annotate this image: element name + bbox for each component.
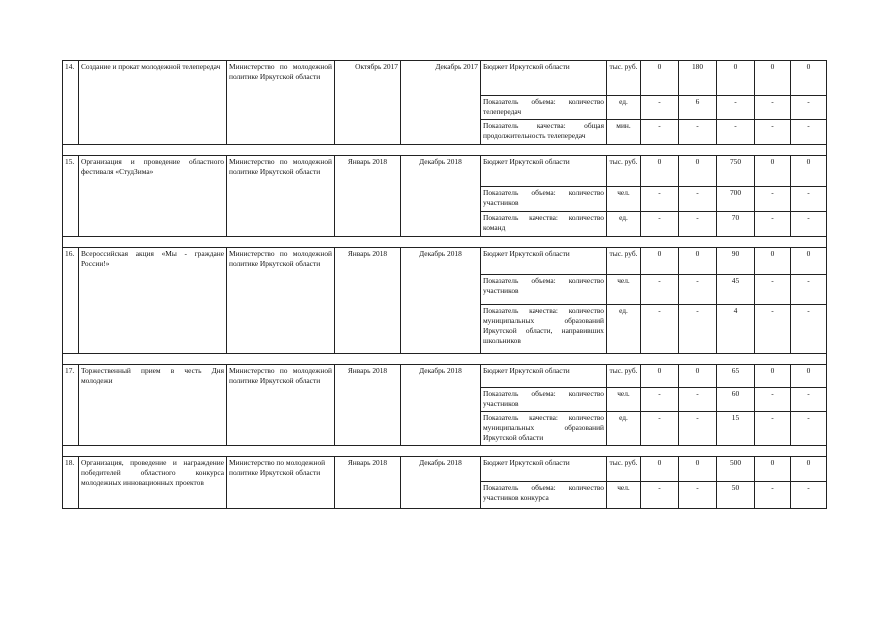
- value: -: [641, 412, 679, 446]
- value: 0: [717, 61, 755, 96]
- value: -: [755, 482, 791, 509]
- value: 0: [791, 61, 827, 96]
- spacer-row: [63, 354, 827, 365]
- value: -: [641, 305, 679, 354]
- value: 0: [679, 156, 717, 187]
- value: -: [755, 187, 791, 212]
- spacer-cell: [63, 237, 827, 248]
- value: -: [679, 187, 717, 212]
- activity-name: Организация и проведение областного фестиваля «СтудЗима»: [79, 156, 227, 237]
- indicator: Показатель объема: количество участников конкурса: [481, 482, 607, 509]
- end-date: Декабрь 2018: [401, 248, 481, 354]
- value: 0: [679, 248, 717, 275]
- unit: тыс. руб.: [607, 457, 641, 482]
- value: -: [755, 120, 791, 145]
- row-number: 14.: [63, 61, 79, 145]
- value: -: [755, 305, 791, 354]
- value: 45: [717, 275, 755, 305]
- table-row: [63, 61, 827, 96]
- value: -: [679, 212, 717, 237]
- table-row: [63, 365, 827, 388]
- row-number: 18.: [63, 457, 79, 509]
- table-row: [63, 457, 827, 482]
- indicator: Бюджет Иркутской области: [481, 248, 607, 275]
- unit: тыс. руб.: [607, 156, 641, 187]
- value: 50: [717, 482, 755, 509]
- unit: ед.: [607, 412, 641, 446]
- unit: чел.: [607, 482, 641, 509]
- value: 0: [679, 457, 717, 482]
- value: -: [679, 412, 717, 446]
- indicator: Показатель объема: количество телепередач: [481, 96, 607, 120]
- value: -: [791, 305, 827, 354]
- start-date: Январь 2018: [335, 156, 401, 237]
- value: 70: [717, 212, 755, 237]
- value: 0: [641, 457, 679, 482]
- value: -: [641, 96, 679, 120]
- unit: ед.: [607, 305, 641, 354]
- indicator: Бюджет Иркутской области: [481, 457, 607, 482]
- activity-name: Организация, проведение и награждение победителей областного конкурса молодежных инновационных проектов: [79, 457, 227, 509]
- row-number: 17.: [63, 365, 79, 446]
- indicator: Показатель объема: количество участников: [481, 388, 607, 412]
- indicator: Показатель объема: количество участников: [481, 275, 607, 305]
- end-date: Декабрь 2017: [401, 61, 481, 145]
- value: -: [791, 187, 827, 212]
- responsible-org: Министерство по молодежной политике Иркутской области: [227, 457, 335, 509]
- end-date: Декабрь 2018: [401, 365, 481, 446]
- responsible-org: Министерство по молодежной политике Иркутской области: [227, 365, 335, 446]
- value: 0: [755, 248, 791, 275]
- value: -: [791, 212, 827, 237]
- unit: ед.: [607, 96, 641, 120]
- value: 15: [717, 412, 755, 446]
- activity-name: Всероссийская акция «Мы - граждане России!»: [79, 248, 227, 354]
- row-number: 16.: [63, 248, 79, 354]
- value: 0: [641, 156, 679, 187]
- start-date: Октябрь 2017: [335, 61, 401, 145]
- row-number: 15.: [63, 156, 79, 237]
- indicator: Показатель качества: количество муниципальных образований Иркутской области, направивших школьников: [481, 305, 607, 354]
- value: 0: [641, 61, 679, 96]
- value: -: [641, 187, 679, 212]
- unit: чел.: [607, 388, 641, 412]
- value: 65: [717, 365, 755, 388]
- value: -: [679, 388, 717, 412]
- value: -: [755, 412, 791, 446]
- spacer-row: [63, 145, 827, 156]
- responsible-org: Министерство по молодежной политике Иркутской области: [227, 248, 335, 354]
- indicator: Бюджет Иркутской области: [481, 61, 607, 96]
- spacer-row: [63, 446, 827, 457]
- activity-name: Торжественный прием в честь Дня молодежи: [79, 365, 227, 446]
- value: -: [641, 120, 679, 145]
- indicator: Показатель качества: общая продолжительность телепередач: [481, 120, 607, 145]
- value: -: [679, 482, 717, 509]
- indicator: Бюджет Иркутской области: [481, 156, 607, 187]
- value: -: [755, 96, 791, 120]
- value: -: [791, 388, 827, 412]
- value: 500: [717, 457, 755, 482]
- value: 0: [755, 61, 791, 96]
- value: 0: [791, 457, 827, 482]
- activity-name: Создание и прокат молодежной телепередач: [79, 61, 227, 145]
- unit: тыс. руб.: [607, 365, 641, 388]
- value: -: [791, 482, 827, 509]
- end-date: Декабрь 2018: [401, 156, 481, 237]
- spacer-cell: [63, 145, 827, 156]
- indicator: Показатель качества: количество муниципальных образований Иркутской области: [481, 412, 607, 446]
- responsible-org: Министерство по молодежной политике Иркутской области: [227, 156, 335, 237]
- value: -: [641, 388, 679, 412]
- unit: мин.: [607, 120, 641, 145]
- start-date: Январь 2018: [335, 248, 401, 354]
- value: -: [679, 305, 717, 354]
- spacer-cell: [63, 354, 827, 365]
- value: 0: [641, 365, 679, 388]
- value: 0: [791, 365, 827, 388]
- value: -: [755, 388, 791, 412]
- value: 90: [717, 248, 755, 275]
- value: -: [791, 275, 827, 305]
- value: -: [641, 212, 679, 237]
- indicator: Показатель объема: количество участников: [481, 187, 607, 212]
- unit: тыс. руб.: [607, 61, 641, 96]
- indicator: Показатель качества: количество команд: [481, 212, 607, 237]
- unit: чел.: [607, 275, 641, 305]
- start-date: Январь 2018: [335, 457, 401, 509]
- value: -: [679, 275, 717, 305]
- value: -: [641, 275, 679, 305]
- value: -: [717, 96, 755, 120]
- value: 0: [679, 365, 717, 388]
- value: 60: [717, 388, 755, 412]
- value: 0: [791, 248, 827, 275]
- value: 180: [679, 61, 717, 96]
- value: -: [717, 120, 755, 145]
- program-activities-table: [62, 60, 827, 509]
- responsible-org: Министерство по молодежной политике Иркутской области: [227, 61, 335, 145]
- value: 0: [791, 156, 827, 187]
- start-date: Январь 2018: [335, 365, 401, 446]
- value: 0: [641, 248, 679, 275]
- value: -: [755, 275, 791, 305]
- value: -: [791, 120, 827, 145]
- value: 6: [679, 96, 717, 120]
- unit: тыс. руб.: [607, 248, 641, 275]
- value: 0: [755, 457, 791, 482]
- value: -: [791, 412, 827, 446]
- value: -: [791, 96, 827, 120]
- value: 0: [755, 365, 791, 388]
- value: 750: [717, 156, 755, 187]
- end-date: Декабрь 2018: [401, 457, 481, 509]
- unit: чел.: [607, 187, 641, 212]
- value: -: [679, 120, 717, 145]
- value: 0: [755, 156, 791, 187]
- table-row: [63, 248, 827, 275]
- value: -: [755, 212, 791, 237]
- spacer-row: [63, 237, 827, 248]
- unit: ед.: [607, 212, 641, 237]
- table-row: [63, 156, 827, 187]
- value: 4: [717, 305, 755, 354]
- indicator: Бюджет Иркутской области: [481, 365, 607, 388]
- value: -: [641, 482, 679, 509]
- value: 700: [717, 187, 755, 212]
- spacer-cell: [63, 446, 827, 457]
